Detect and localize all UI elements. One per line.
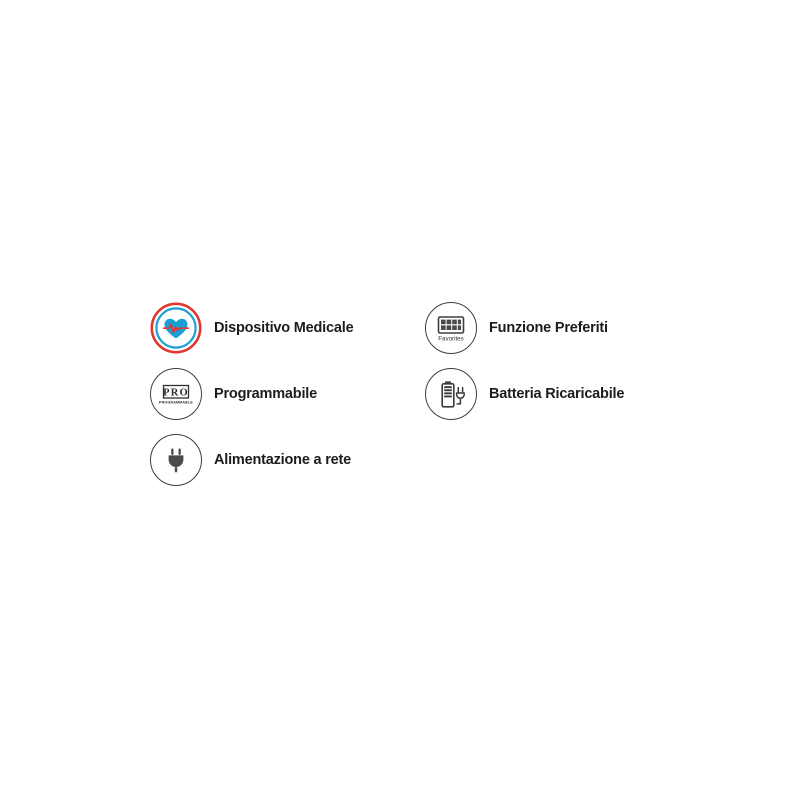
- rechargeable-battery-icon: [425, 368, 477, 420]
- feature-label-alimentazione-a-rete: Alimentazione a rete: [214, 451, 352, 468]
- feature-label-dispositivo-medicale: Dispositivo Medicale: [214, 319, 354, 336]
- feature-programmabile: [150, 361, 425, 427]
- feature-alimentazione-a-rete: [150, 427, 425, 493]
- feature-label-programmabile: Programmabile: [214, 385, 317, 402]
- feature-grid: [150, 295, 670, 493]
- favorites-screen-icon: [425, 302, 477, 354]
- programmable-pro-icon: [150, 368, 202, 420]
- pro-icon-text: PRO: [163, 387, 189, 399]
- feature-funzione-preferiti: [425, 295, 700, 361]
- feature-label-funzione-preferiti: Funzione Preferiti: [489, 319, 608, 336]
- favorites-icon-caption: Favorites: [438, 335, 464, 343]
- feature-list: [150, 295, 670, 493]
- feature-label-batteria-ricaricabile: Batteria Ricaricabile: [489, 385, 625, 402]
- medical-device-heart-icon: [150, 302, 202, 354]
- programmable-icon-caption: PROGRAMMABLE: [159, 400, 193, 405]
- power-plug-icon: [150, 434, 202, 486]
- feature-batteria-ricaricabile: [425, 361, 700, 427]
- feature-dispositivo-medicale: [150, 295, 425, 361]
